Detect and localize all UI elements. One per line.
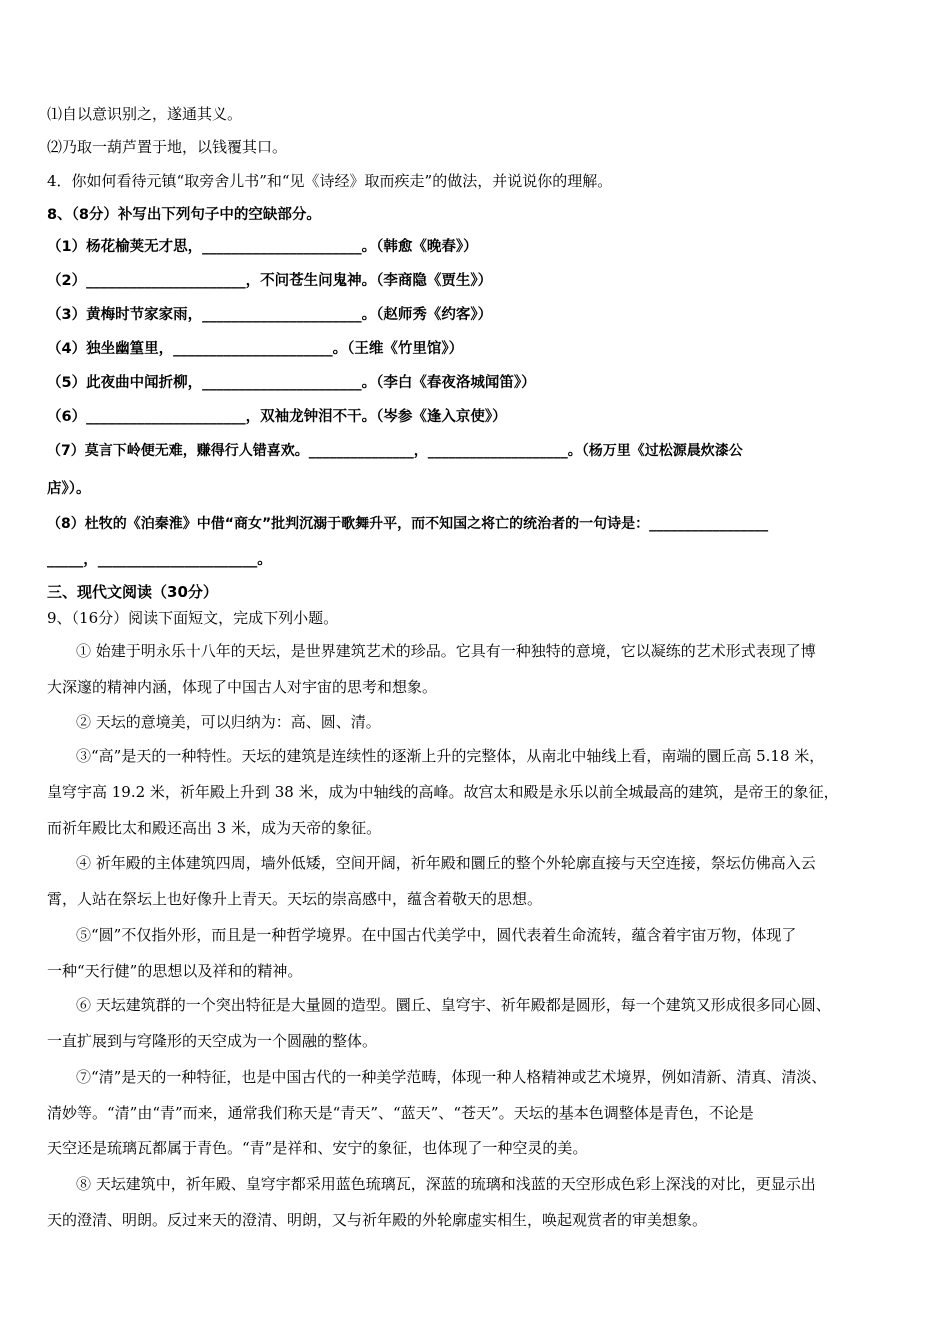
paragraph-6-cont: 一直扩展到与穹隆形的天空成为一个圆融的整体。 xyxy=(47,1032,378,1050)
q9-title: 9、（16分）阅读下面短文，完成下列小题。 xyxy=(47,609,339,627)
section-3-heading: 三、现代文阅读（30分） xyxy=(47,583,218,601)
paragraph-1-cont: 大深邃的精神内涵，体现了中国古人对宇宙的思考和想象。 xyxy=(47,678,438,696)
paragraph-3: ③“高”是天的一种特性。天坛的建筑是连续性的逐渐上升的完整体，从南北中轴线上看，南端的圜丘高 5.18 米， xyxy=(76,747,825,765)
q8-item-1: （1）杨花榆荚无才思，______________________。（韩愈《晚春》） xyxy=(47,239,478,255)
paragraph-3-cont-1: 皇穹宇高 19.2 米，祈年殿上升到 38 米，成为中轴线的高峰。故宫太和殿是永乐以前全城最高的建筑，是帝王的象征， xyxy=(47,783,839,801)
q8-item-8-cont: _____，______________________。 xyxy=(47,552,272,568)
q8-item-4: （4）独坐幽篁里，______________________。（王维《竹里馆》） xyxy=(47,341,464,357)
q8-item-5: （5）此夜曲中闻折柳，______________________。（李白《春夜洛城闻笛》） xyxy=(47,375,536,391)
paragraph-7-cont-2: 天空还是琉璃瓦都属于青色。“青”是祥和、安宁的象征，也体现了一种空灵的美。 xyxy=(47,1139,588,1157)
q8-item-8: （8）杜牧的《泊秦淮》中借“商女”批判沉溺于歌舞升平，而不知国之将亡的统治者的一句诗是：_________________ xyxy=(47,516,769,532)
paragraph-4: ④ 祈年殿的主体建筑四周，墙外低矮，空间开阔，祈年殿和圜丘的整个外轮廓直接与天空连接，祭坛仿佛高入云 xyxy=(76,854,816,872)
question-4: 4．你如何看待元镇“取旁舍儿书”和“见《诗经》取而疾走”的做法，并说说你的理解。 xyxy=(47,172,613,190)
paragraph-7: ⑦“清”是天的一种特征，也是中国古代的一种美学范畴，体现一种人格精神或艺术境界，例如清新、清真、清淡、 xyxy=(76,1068,827,1086)
q8-item-6: （6）______________________，双袖龙钟泪不干。（岑参《逢入京使》） xyxy=(47,409,507,425)
paragraph-3-cont-2: 而祈年殿比太和殿还高出 3 米，成为天帝的象征。 xyxy=(47,819,382,837)
paragraph-6: ⑥ 天坛建筑群的一个突出特征是大量圆的造型。圜丘、皇穹宇、祈年殿都是圆形，每一个建筑又形成很多同心圆、 xyxy=(76,996,831,1014)
q8-item-3: （3）黄梅时节家家雨，______________________。（赵师秀《约客》） xyxy=(47,307,493,323)
paragraph-1: ① 始建于明永乐十八年的天坛，是世界建筑艺术的珍品。它具有一种独特的意境，它以凝练的艺术形式表现了博 xyxy=(76,642,816,660)
q8-item-7-cont: 店》）。 xyxy=(47,481,91,497)
paragraph-5: ⑤“圆”不仅指外形，而且是一种哲学境界。在中国古代美学中，圆代表着生命流转，蕴含着宇宙万物，体现了 xyxy=(76,926,797,944)
annotation-note-1: ⑴自以意识别之，遂通其义。 xyxy=(47,105,243,123)
q8-title: 8、（8分）补写出下列句子中的空缺部分。 xyxy=(47,207,321,223)
q8-item-2: （2）______________________，不问苍生问鬼神。（李商隐《贾生》） xyxy=(47,273,493,289)
paragraph-8: ⑧ 天坛建筑中，祈年殿、皇穹宇都采用蓝色琉璃瓦，深蓝的琉璃和浅蓝的天空形成色彩上深浅的对比，更显示出 xyxy=(76,1175,816,1193)
annotation-note-2: ⑵乃取一葫芦置于地，以钱覆其口。 xyxy=(47,138,288,156)
paragraph-5-cont: 一种“天行健”的思想以及祥和的精神。 xyxy=(47,962,303,980)
paragraph-7-cont-1: 清妙等。“清”由“青”而来，通常我们称天是“青天”、“蓝天”、“苍天”。天坛的基本色调整体是青色，不论是 xyxy=(47,1104,754,1122)
paragraph-4-cont: 霄，人站在祭坛上也好像升上青天。天坛的崇高感中，蕴含着敬天的思想。 xyxy=(47,890,543,908)
paragraph-2: ② 天坛的意境美，可以归纳为：高、圆、清。 xyxy=(76,713,381,731)
q8-item-7: （7）莫言下岭便无难，赚得行人错喜欢。_______________，____________________。（杨万里《过松源晨炊漆公 xyxy=(47,443,743,459)
paragraph-8-cont: 天的澄清、明朗。反过来天的澄清、明朗，又与祈年殿的外轮廓虚实相生，唤起观赏者的审美想象。 xyxy=(47,1211,708,1229)
